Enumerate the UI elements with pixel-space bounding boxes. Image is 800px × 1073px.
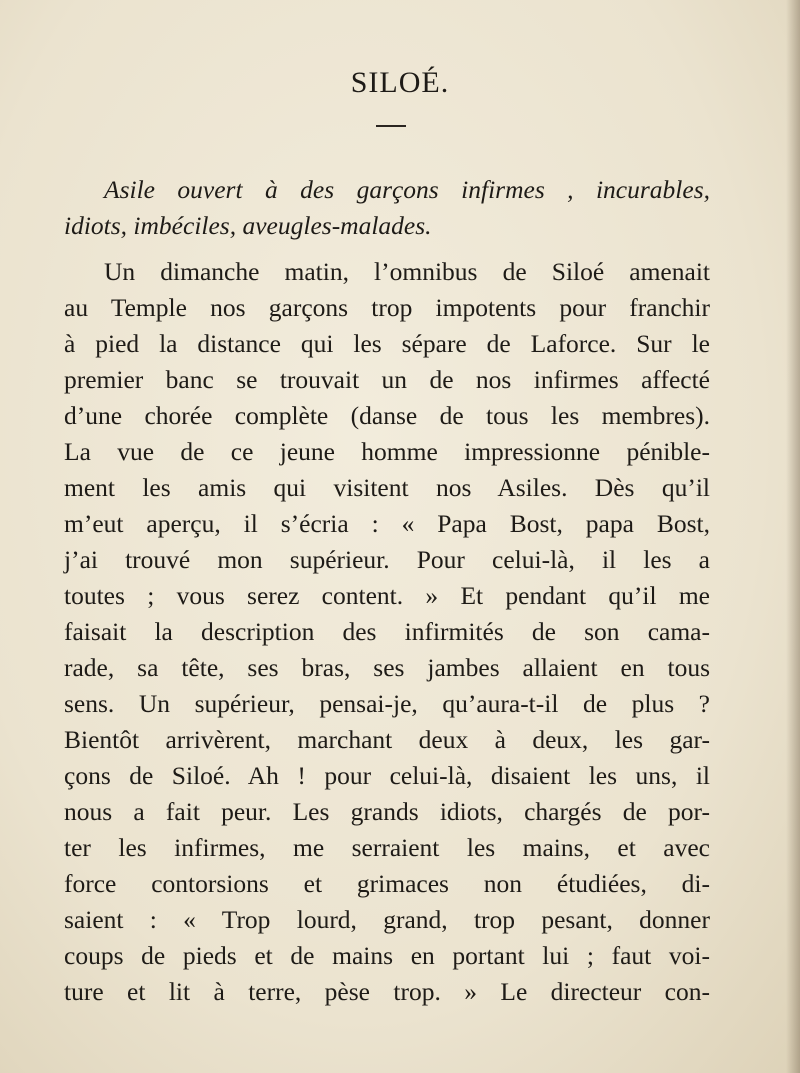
body-line: ture et lit à terre, pèse trop. » Le directeur con- bbox=[64, 977, 710, 1006]
body-line: La vue de ce jeune homme impressionne pénible- bbox=[64, 437, 710, 466]
body-line: rade, sa tête, ses bras, ses jambes allaient en tous bbox=[64, 653, 710, 682]
body-line: ment les amis qui visitent nos Asiles. Dès qu’il bbox=[64, 473, 710, 502]
body-line: premier banc se trouvait un de nos infirmes affecté bbox=[64, 365, 710, 394]
body-line: Bientôt arrivèrent, marchant deux à deux, les gar- bbox=[64, 725, 710, 754]
body-line: çons de Siloé. Ah ! pour celui-là, disaient les uns, il bbox=[64, 761, 710, 790]
subtitle-line: idiots, imbéciles, aveugles-malades. bbox=[64, 211, 432, 240]
body-line: nous a fait peur. Les grands idiots, chargés de por- bbox=[64, 797, 710, 826]
paragraph-gap bbox=[64, 244, 710, 254]
page-edge bbox=[786, 0, 800, 1073]
body-line: sens. Un supérieur, pensai-je, qu’aura-t-il de plus ? bbox=[64, 689, 710, 718]
body-line: force contorsions et grimaces non étudiées, di- bbox=[64, 869, 710, 898]
body-line: toutes ; vous serez content. » Et pendant qu’il me bbox=[64, 581, 710, 610]
title-rule bbox=[376, 125, 406, 127]
body-line: ter les infirmes, me serraient les mains, et avec bbox=[64, 833, 710, 862]
body-line: j’ai trouvé mon supérieur. Pour celui-là, il les a bbox=[64, 545, 710, 574]
body-line: m’eut aperçu, il s’écria : « Papa Bost, papa Bost, bbox=[64, 509, 710, 538]
body-line: saient : « Trop lourd, grand, trop pesant, donner bbox=[64, 905, 710, 934]
body-line: au Temple nos garçons trop impotents pour franchir bbox=[64, 293, 710, 322]
body-line: à pied la distance qui les sépare de Laforce. Sur le bbox=[64, 329, 710, 358]
body-line: faisait la description des infirmités de son cama- bbox=[64, 617, 710, 646]
text-block bbox=[64, 172, 710, 1010]
chapter-title: SILOÉ. bbox=[350, 66, 450, 99]
body-line: Un dimanche matin, l’omnibus de Siloé amenait bbox=[104, 257, 710, 286]
body-line: d’une chorée complète (danse de tous les membres). bbox=[64, 401, 710, 430]
subtitle-line: Asile ouvert à des garçons infirmes , incurables, bbox=[104, 175, 710, 204]
body-line: coups de pieds et de mains en portant lui ; faut voi- bbox=[64, 941, 710, 970]
